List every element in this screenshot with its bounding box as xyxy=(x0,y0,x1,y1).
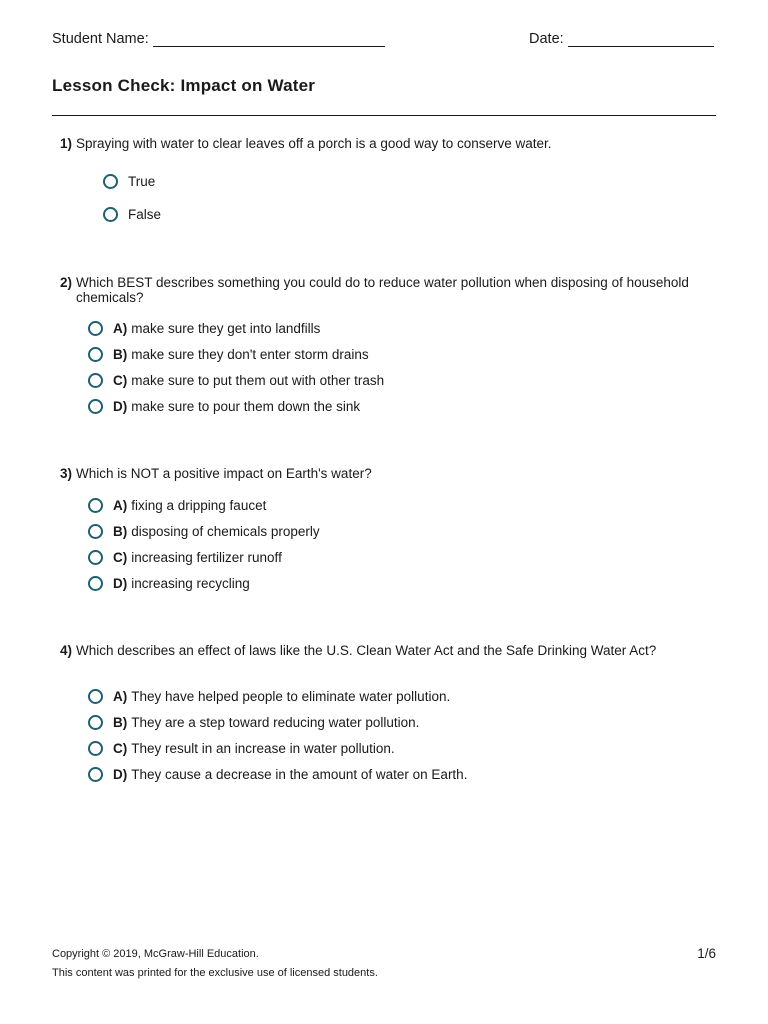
question-text: Which is NOT a positive impact on Earth's water? xyxy=(76,466,372,481)
option-d[interactable] xyxy=(88,764,467,784)
question-4 xyxy=(60,643,700,782)
question-text: Which describes an effect of laws like the U.S. Clean Water Act and the Safe Drinking Water Act? xyxy=(76,643,657,658)
option-b[interactable] xyxy=(88,344,369,364)
radio-button-icon[interactable] xyxy=(88,321,103,336)
question-2 xyxy=(60,275,700,414)
question-number: 1) xyxy=(60,136,73,151)
option-a[interactable] xyxy=(88,318,320,338)
radio-button-icon[interactable] xyxy=(88,498,103,513)
option-text: increasing recycling xyxy=(131,575,250,591)
option-a[interactable] xyxy=(88,495,266,515)
option-text: fixing a dripping faucet xyxy=(131,497,267,513)
option-text: They are a step toward reducing water pollution. xyxy=(131,714,420,730)
question-text: Spraying with water to clear leaves off a porch is a good way to conserve water. xyxy=(76,136,552,151)
option-a[interactable] xyxy=(88,686,450,706)
option-letter: C) xyxy=(113,549,128,565)
date-label: Date: xyxy=(529,31,564,47)
option-letter: C) xyxy=(113,740,128,756)
option-letter: B) xyxy=(113,523,128,539)
radio-button-icon[interactable] xyxy=(88,347,103,362)
question-number: 4) xyxy=(60,643,73,658)
radio-button-icon[interactable] xyxy=(88,550,103,565)
option-b[interactable] xyxy=(88,712,419,732)
page-number: 1/6 xyxy=(697,946,716,961)
option-c[interactable] xyxy=(88,370,384,390)
question-text: Which BEST describes something you could do to reduce water pollution when disposing of household chemicals? xyxy=(76,275,689,305)
option-letter: D) xyxy=(113,575,128,591)
option-text: True xyxy=(128,173,156,189)
question-3 xyxy=(60,466,700,591)
radio-button-icon[interactable] xyxy=(88,524,103,539)
radio-button-icon[interactable] xyxy=(88,767,103,782)
option-text: make sure they get into landfills xyxy=(131,320,321,336)
page-title: Lesson Check: Impact on Water xyxy=(52,76,316,95)
option-true[interactable] xyxy=(103,171,155,191)
radio-button-icon[interactable] xyxy=(88,689,103,704)
student-name-label: Student Name: xyxy=(52,31,149,47)
option-text: They have helped people to eliminate water pollution. xyxy=(131,688,451,704)
option-b[interactable] xyxy=(88,521,320,541)
radio-button-icon[interactable] xyxy=(88,399,103,414)
option-letter: B) xyxy=(113,346,128,362)
student-name-field xyxy=(52,31,385,47)
radio-button-icon[interactable] xyxy=(88,576,103,591)
option-c[interactable] xyxy=(88,547,282,567)
printed-notice: This content was printed for the exclusive use of licensed students. xyxy=(52,967,378,979)
option-letter: A) xyxy=(113,688,128,704)
option-c[interactable] xyxy=(88,738,395,758)
option-text: increasing fertilizer runoff xyxy=(131,549,282,565)
option-d[interactable] xyxy=(88,573,250,593)
option-letter: B) xyxy=(113,714,128,730)
option-text: make sure to pour them down the sink xyxy=(131,398,361,414)
option-text: make sure they don't enter storm drains xyxy=(131,346,369,362)
radio-button-icon[interactable] xyxy=(88,373,103,388)
student-name-line[interactable] xyxy=(153,32,385,47)
date-line[interactable] xyxy=(568,32,714,47)
radio-button-icon[interactable] xyxy=(103,174,118,189)
question-number: 3) xyxy=(60,466,73,481)
option-letter: A) xyxy=(113,320,128,336)
option-letter: A) xyxy=(113,497,128,513)
radio-button-icon[interactable] xyxy=(88,715,103,730)
option-text: make sure to put them out with other trash xyxy=(131,372,385,388)
header-row xyxy=(52,31,716,51)
date-field xyxy=(529,31,714,47)
option-false[interactable] xyxy=(103,204,161,224)
option-letter: C) xyxy=(113,372,128,388)
title-divider xyxy=(52,115,716,116)
option-text: False xyxy=(128,206,162,222)
option-d[interactable] xyxy=(88,396,360,416)
radio-button-icon[interactable] xyxy=(103,207,118,222)
radio-button-icon[interactable] xyxy=(88,741,103,756)
option-letter: D) xyxy=(113,398,128,414)
option-text: disposing of chemicals properly xyxy=(131,523,320,539)
option-text: They result in an increase in water pollution. xyxy=(131,740,395,756)
copyright-text: Copyright © 2019, McGraw-Hill Education. xyxy=(52,948,259,960)
question-1 xyxy=(60,136,700,222)
option-letter: D) xyxy=(113,766,128,782)
question-number: 2) xyxy=(60,275,73,290)
option-text: They cause a decrease in the amount of water on Earth. xyxy=(131,766,468,782)
